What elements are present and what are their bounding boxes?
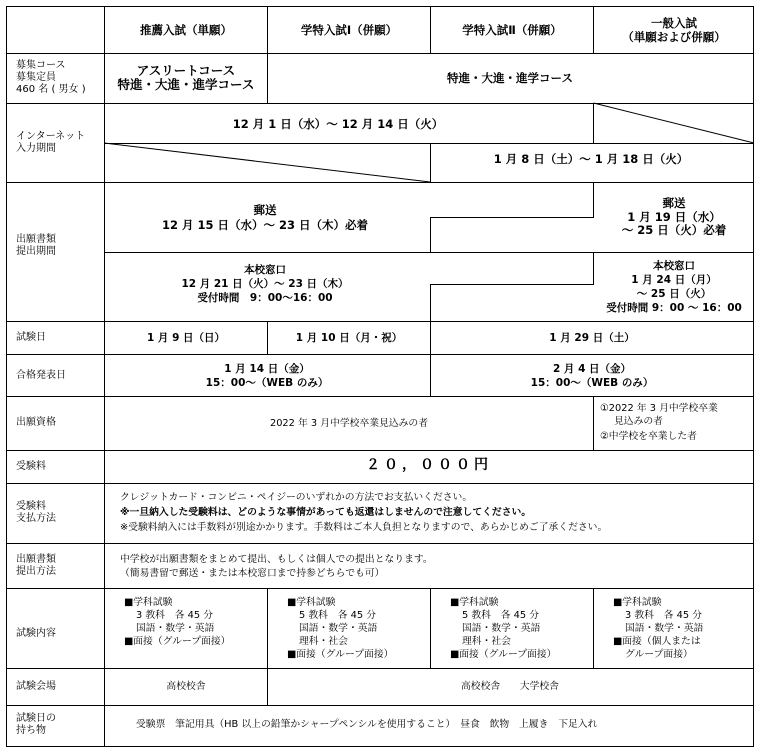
internet-period-1: 12 月 1 日（水）～ 12 月 14 日（火）	[232, 117, 444, 131]
content-gakutoku2-4: 理科・社会	[462, 636, 511, 647]
content-suisen-3: 国語・数学・英語	[136, 623, 215, 634]
content-suisen-4: ■面接（グループ面接）	[124, 636, 231, 647]
content-gakutoku1-4: 理科・社会	[299, 636, 348, 647]
internet-period-2: 1 月 8 日（土）～ 1 月 18 日（火）	[493, 152, 689, 166]
eligibility-ippan-1: ①2022 年 3 月中学校卒業	[600, 403, 718, 414]
eligibility-main: 2022 年 3 月中学校卒業見込みの者	[269, 418, 429, 429]
fee-label: 受験料	[16, 461, 46, 472]
window2-period-2: ～ 25 日（火）	[636, 288, 712, 300]
submission-line-2: （簡易書留で郵送・または本校窓口まで持参どちらでも可）	[120, 568, 385, 579]
content-gakutoku1-2: 5 教科 各 45 分	[299, 610, 377, 621]
content-gakutoku1-5: ■面接（グループ面接）	[287, 649, 394, 660]
content-ippan-3: 国語・数学・英語	[625, 623, 704, 634]
window1-hours: 受付時間 9：00～16：00	[197, 292, 333, 304]
course-suisen-2: 特進・大進・進学コース	[117, 77, 255, 92]
fee-value: ２０，０００円	[366, 457, 492, 473]
results-second-date: 2 月 4 日（金）	[552, 363, 632, 375]
header-ippan-line2: （単願および併願）	[622, 30, 726, 44]
payment-label-2: 支払方法	[16, 513, 56, 524]
course-label-3: 460 名 ( 男女 )	[16, 84, 86, 95]
items-label-1: 試験日の	[16, 713, 56, 724]
content-gakutoku1-3: 国語・数学・英語	[299, 623, 378, 634]
eligibility-ippan-2: 見込みの者	[614, 416, 663, 427]
course-label-1: 募集コース	[16, 60, 66, 71]
exam-date-gakutoku1: 1 月 10 日（月・祝）	[295, 332, 403, 344]
content-gakutoku1-1: ■学科試験	[287, 597, 336, 608]
mail1-period: 12 月 15 日（水）～ 23 日（木）必着	[161, 218, 369, 232]
results-first-date: 1 月 14 日（金）	[224, 363, 310, 375]
submission-label-2: 提出方法	[16, 566, 56, 577]
course-others: 特進・大進・進学コース	[447, 71, 573, 85]
eligibility-label: 出願資格	[16, 417, 56, 428]
payment-line-1: クレジットカード・コンビニ・ペイジーのいずれかの方法でお支払いください。	[120, 492, 473, 503]
results-first-time: 15：00～（WEB のみ）	[205, 377, 329, 389]
exam-date-suisen: 1 月 9 日（日）	[146, 332, 226, 344]
window2-period-1: 1 月 24 日（月）	[631, 274, 717, 286]
payment-line-3: ※受験料納入には手数料が別途かかります。手数料はご本人負担となりますので、あらかじめご了承ください。	[120, 522, 608, 533]
content-gakutoku2-3: 国語・数学・英語	[462, 623, 541, 634]
documents-label-1: 出願書類	[16, 234, 56, 245]
documents-label-2: 提出期間	[16, 246, 56, 257]
content-gakutoku2-2: 5 教科 各 45 分	[462, 610, 540, 621]
exam-date-label: 試験日	[16, 332, 46, 343]
content-ippan-1: ■学科試験	[613, 597, 662, 608]
exam-date-others: 1 月 29 日（土）	[549, 332, 635, 344]
window2-hours: 受付時間 9：00 ～ 16：00	[606, 302, 742, 314]
header-gakutoku2: 学特入試Ⅱ（併願）	[462, 23, 562, 37]
content-ippan-4: ■面接（個人または	[613, 636, 701, 647]
header-gakutoku1: 学特入試Ⅰ（併願）	[300, 23, 398, 37]
payment-line-2: ※一旦納入した受験料は、どのような事情があっても返還はしませんので注意してください。	[120, 507, 532, 518]
internet-label-2: 入力期間	[16, 143, 56, 154]
content-ippan-5: グループ面接）	[625, 649, 693, 660]
content-ippan-2: 3 教科 各 45 分	[625, 610, 703, 621]
content-suisen-2: 3 教科 各 45 分	[136, 610, 214, 621]
content-gakutoku2-1: ■学科試験	[450, 597, 499, 608]
mail1-title: 郵送	[253, 203, 277, 217]
window1-period: 12 月 21 日（火）～ 23 日（木）	[181, 278, 349, 290]
venue-suisen: 高校校舎	[166, 681, 206, 692]
payment-label-1: 受験料	[16, 501, 46, 512]
internet-label-1: インターネット	[16, 131, 86, 142]
mail2-title: 郵送	[662, 196, 686, 210]
mail2-period-2: ～ 25 日（火）必着	[621, 223, 727, 237]
items-label-2: 持ち物	[16, 725, 46, 736]
content-suisen-1: ■学科試験	[124, 597, 173, 608]
results-second-time: 15：00～（WEB のみ）	[530, 377, 654, 389]
header-ippan-line1: 一般入試	[651, 16, 697, 30]
window2-title: 本校窓口	[653, 260, 695, 272]
venue-others: 高校校舎 大学校舎	[461, 681, 559, 692]
content-label: 試験内容	[16, 628, 56, 639]
eligibility-ippan-3: ②中学校を卒業した者	[600, 431, 697, 442]
content-gakutoku2-5: ■面接（グループ面接）	[450, 649, 557, 660]
submission-label-1: 出願書類	[16, 554, 56, 565]
header-suisen: 推薦入試（単願）	[140, 23, 232, 37]
submission-line-1: 中学校が出願書類をまとめて提出、もしくは個人での提出となります。	[120, 554, 433, 565]
course-suisen-1: アスリートコース	[136, 63, 236, 78]
venue-label: 試験会場	[16, 681, 56, 692]
results-label: 合格発表日	[16, 370, 66, 381]
window1-title: 本校窓口	[244, 264, 286, 276]
course-label-2: 募集定員	[16, 72, 56, 83]
items-value: 受験票 筆記用具（HB 以上の鉛筆かシャープペンシルを使用すること） 昼食 飲物 上履き 下足入れ	[136, 719, 598, 730]
mail2-period-1: 1 月 19 日（水）	[627, 210, 721, 224]
